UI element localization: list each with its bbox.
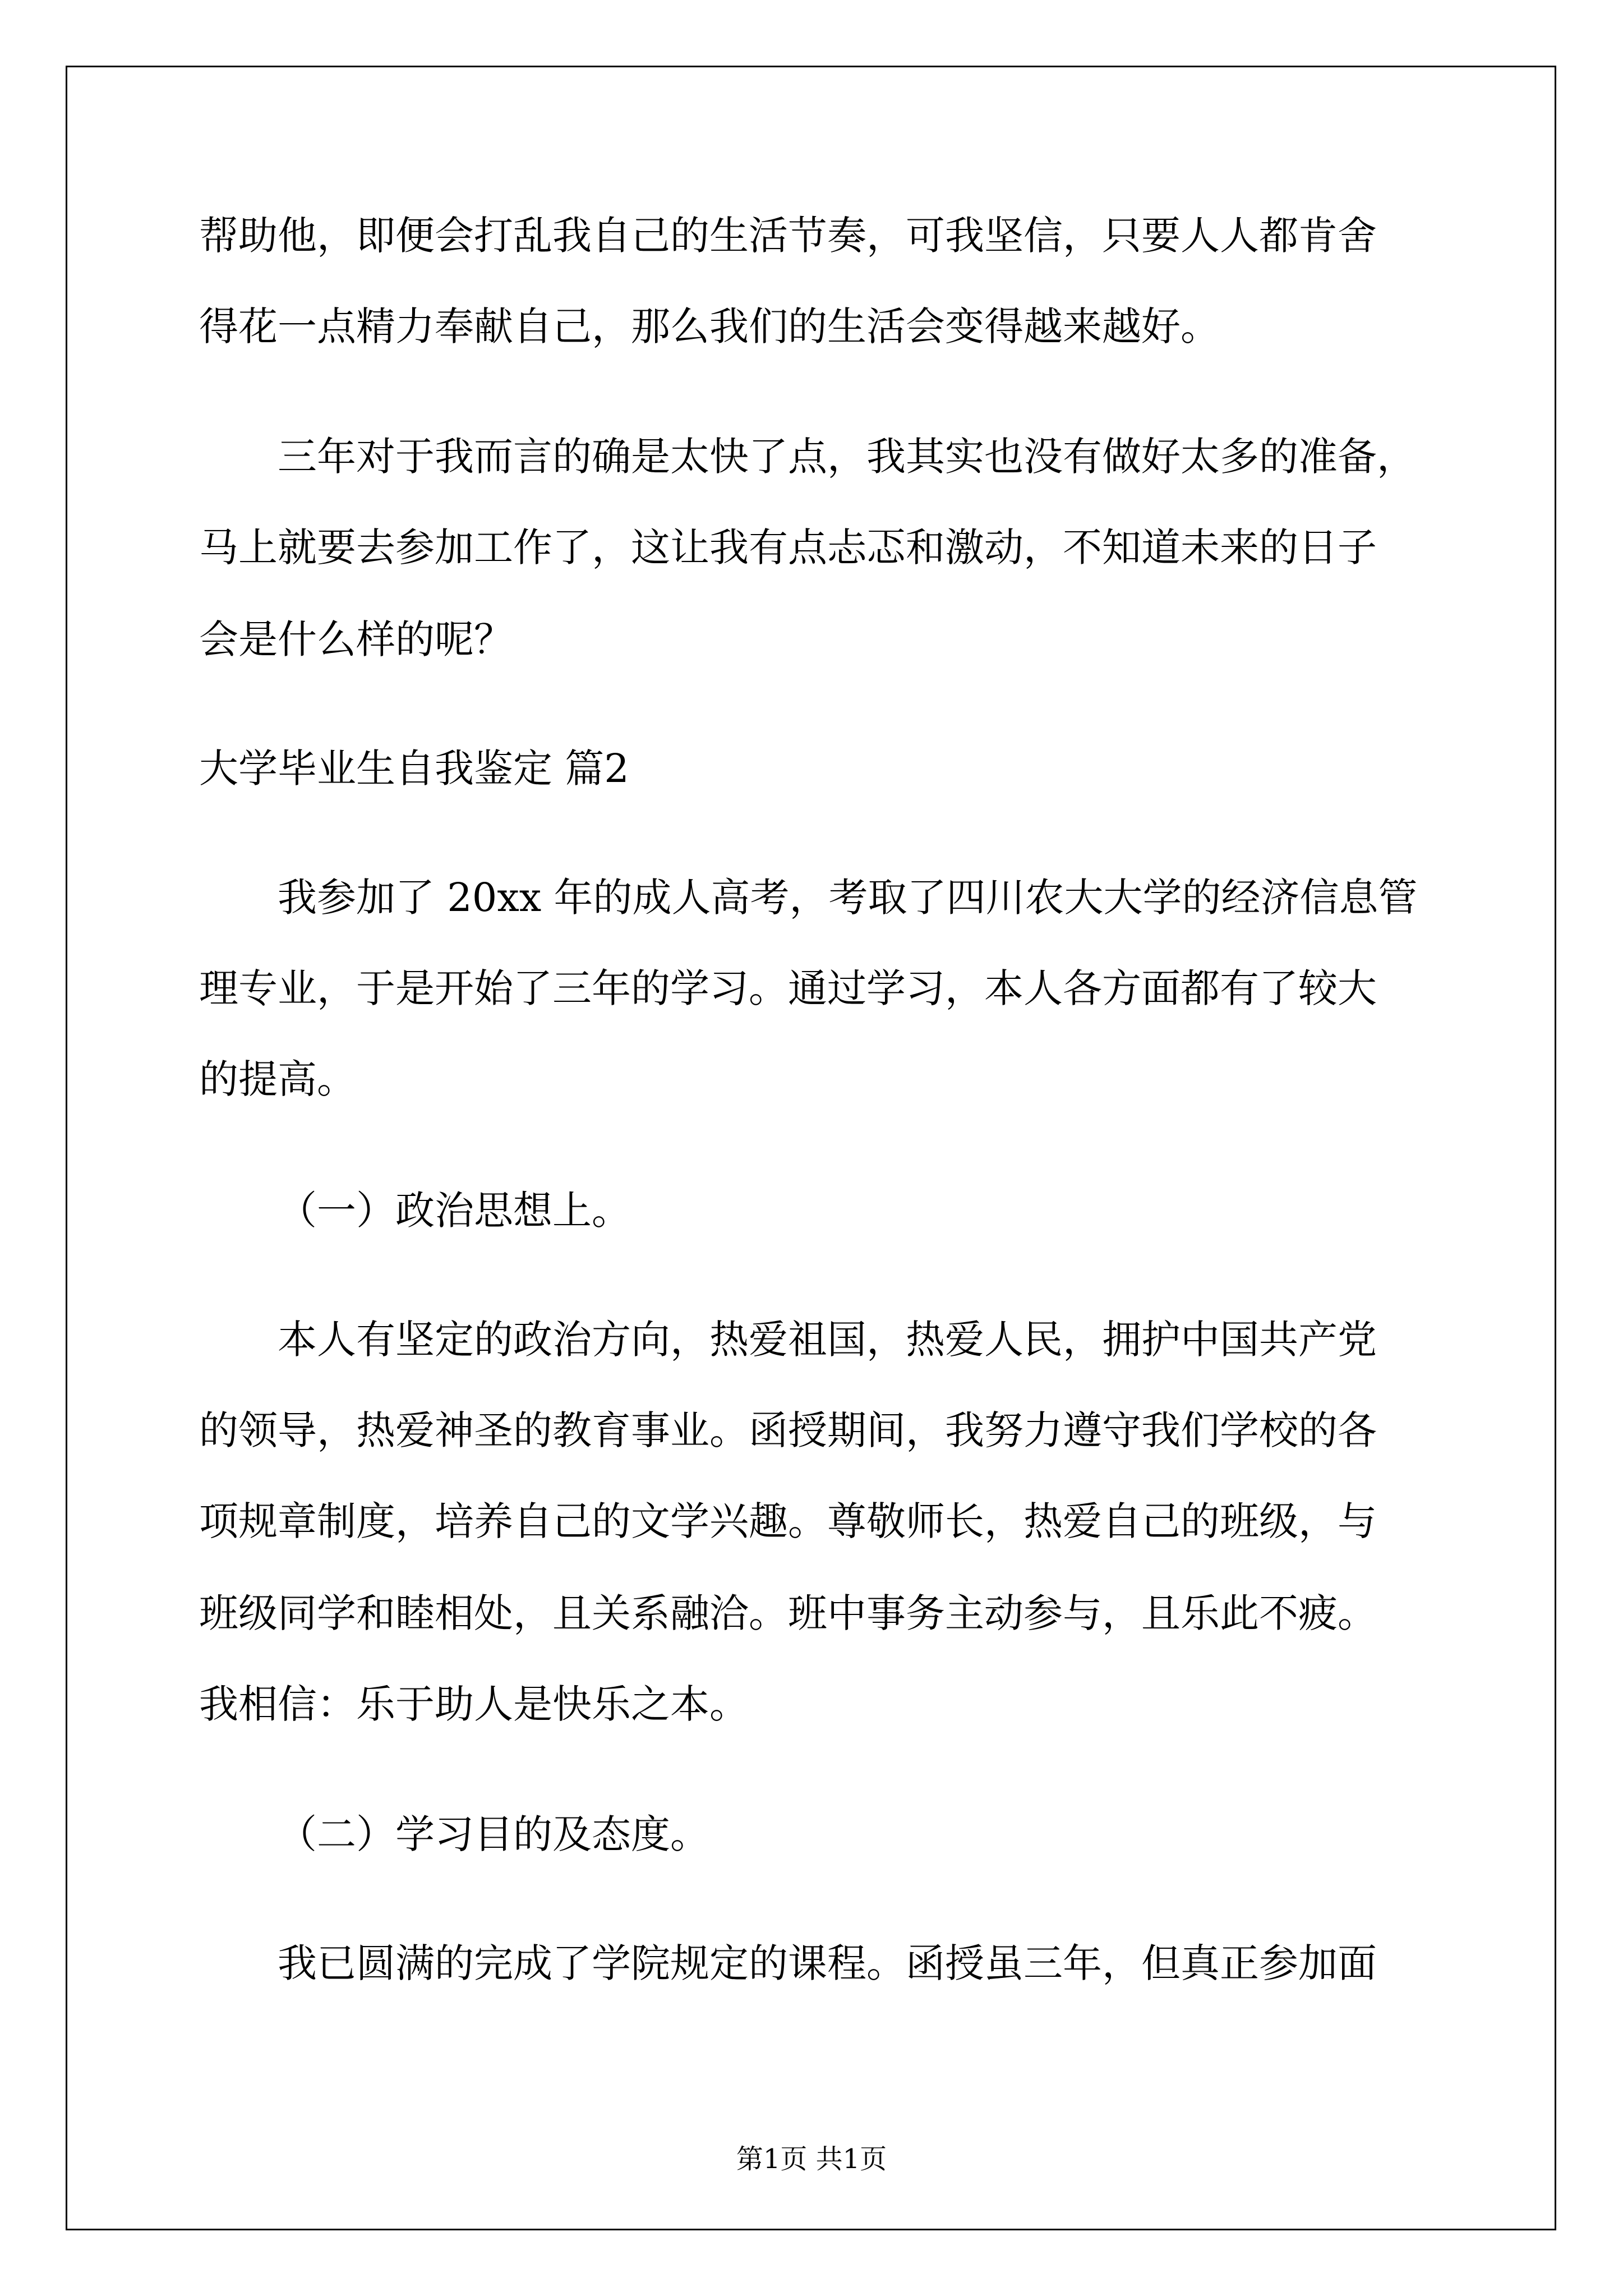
text-line: 得花一点精力奉献自己，那么我们的生活会变得越来越好。 xyxy=(199,303,1220,349)
page-footer: 第1页 共1页 xyxy=(736,2143,887,2175)
section-heading: 大学毕业生自我鉴定 篇2 xyxy=(199,746,629,792)
text-line: 项规章制度，培养自己的文学兴趣。尊敬师长，热爱自己的班级，与 xyxy=(199,1498,1377,1544)
subheading: （二）学习目的及态度。 xyxy=(278,1811,709,1857)
text-line: 帮助他，即便会打乱我自己的生活节奏，可我坚信，只要人人都肯舍 xyxy=(199,213,1377,259)
text-line: 的提高。 xyxy=(199,1056,356,1102)
text-line: 的领导，热爱神圣的教育事业。函授期间，我努力遵守我们学校的各 xyxy=(199,1407,1377,1453)
text-line: 我已圆满的完成了学院规定的课程。函授虽三年，但真正参加面 xyxy=(278,1940,1377,1986)
text-line: 班级同学和睦相处，且关系融洽。班中事务主动参与，且乐此不疲。 xyxy=(199,1590,1377,1636)
text-line: 三年对于我而言的确是太快了点，我其实也没有做好太多的准备， xyxy=(278,434,1416,480)
text-line: 会是什么样的呢？ xyxy=(199,616,513,662)
page-border xyxy=(66,66,1556,2230)
text-line: 我参加了 20xx 年的成人高考，考取了四川农大大学的经济信息管 xyxy=(278,875,1418,921)
text-line: 本人有坚定的政治方向，热爱祖国，热爱人民，拥护中国共产党 xyxy=(278,1317,1377,1363)
subheading: （一）政治思想上。 xyxy=(278,1188,631,1234)
text-line: 理专业，于是开始了三年的学习。通过学习，本人各方面都有了较大 xyxy=(199,965,1377,1011)
text-line: 马上就要去参加工作了，这让我有点忐忑和激动，不知道未来的日子 xyxy=(199,524,1377,570)
text-line: 我相信：乐于助人是快乐之本。 xyxy=(199,1681,749,1727)
